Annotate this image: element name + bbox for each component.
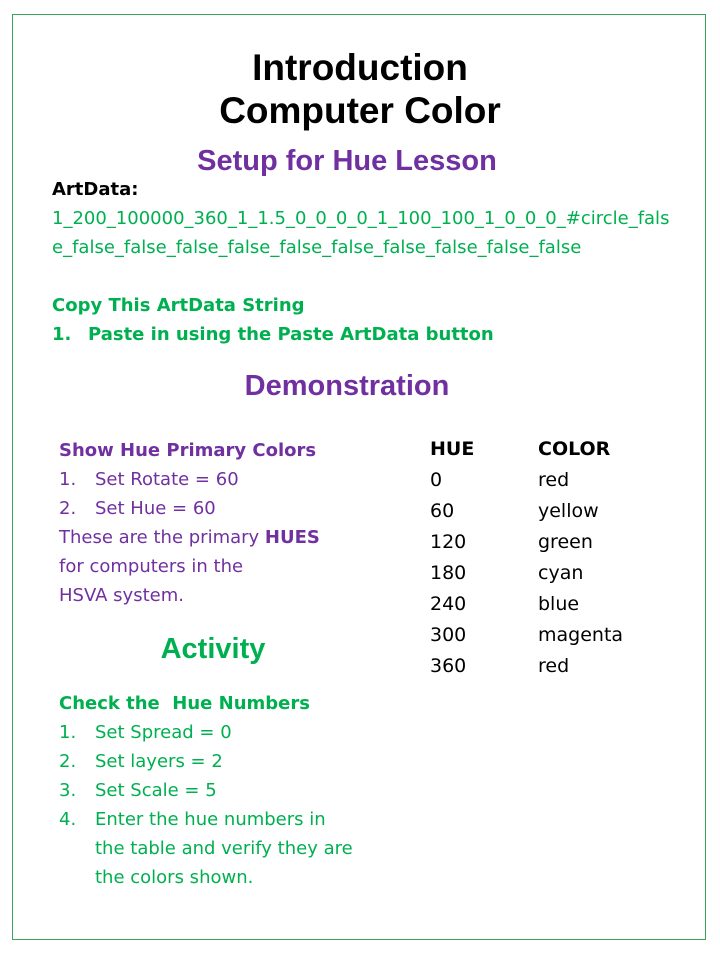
- color-column-header: COLOR: [538, 437, 611, 460]
- table-row: [430, 464, 623, 495]
- hue-value: 360: [430, 654, 467, 677]
- step-number: 3.: [59, 780, 77, 801]
- color-name: red: [538, 654, 570, 677]
- hue-value: 300: [430, 623, 467, 646]
- step-text: Paste in using the Paste ArtData button: [88, 324, 494, 345]
- table-row: [430, 588, 623, 619]
- hue-value: 180: [430, 561, 467, 584]
- color-name: blue: [538, 592, 580, 615]
- step-number: 1.: [59, 469, 77, 490]
- setup-heading: Setup for Hue Lesson: [197, 145, 497, 177]
- step-number: 4.: [59, 809, 77, 830]
- hue-value: 60: [430, 499, 455, 522]
- step-text: Set Hue = 60: [95, 498, 216, 519]
- title-line-1: Introduction: [252, 47, 468, 88]
- hue-column-header: HUE: [430, 437, 475, 460]
- color-name: cyan: [538, 561, 584, 584]
- demo-steps: [59, 465, 239, 523]
- hue-table: [430, 433, 623, 681]
- table-row: [430, 650, 623, 681]
- demo-step: [59, 494, 239, 523]
- demo-note-line-1: [59, 523, 320, 552]
- copy-instruction: Copy This ArtData String: [52, 295, 305, 316]
- demo-note-line-2: for computers in the: [59, 556, 244, 577]
- artdata-label: ArtData:: [52, 179, 139, 200]
- step-text: Enter the hue numbers in: [95, 809, 326, 830]
- hue-value: 120: [430, 530, 467, 553]
- activity-step: [59, 747, 353, 776]
- hue-value: 240: [430, 592, 467, 615]
- step-number: 1.: [59, 722, 77, 743]
- table-row: [430, 495, 623, 526]
- activity-step: [59, 776, 353, 805]
- step-number: 1.: [52, 324, 72, 345]
- step-number: 2.: [59, 751, 77, 772]
- table-row: [430, 619, 623, 650]
- step-text: Set Scale = 5: [95, 780, 217, 801]
- table-row: [430, 526, 623, 557]
- demo-note-text: These are the primary: [59, 527, 265, 548]
- table-row: [430, 557, 623, 588]
- demo-note-emphasis: HUES: [264, 527, 320, 548]
- activity-step: [59, 805, 353, 892]
- demo-step: [59, 465, 239, 494]
- step-text: Set Spread = 0: [95, 722, 232, 743]
- activity-subheading: Check the Hue Numbers: [59, 693, 310, 714]
- step-text: Set Rotate = 60: [95, 469, 239, 490]
- step-text-cont: the table and verify they are: [95, 838, 353, 859]
- color-name: red: [538, 468, 570, 491]
- artdata-string[interactable]: 1_200_100000_360_1_1.5_0_0_0_0_1_100_100_1_0_0_0_#circle_false_false_false_false_false_false_false_false_false_false_false: [52, 208, 670, 258]
- demonstration-heading: Demonstration: [244, 370, 450, 402]
- step-number: 2.: [59, 498, 77, 519]
- demo-note-line-3: HSVA system.: [59, 585, 184, 606]
- demo-subheading: Show Hue Primary Colors: [59, 440, 317, 461]
- step-text: Set layers = 2: [95, 751, 223, 772]
- color-name: magenta: [538, 623, 624, 646]
- activity-steps: [59, 718, 353, 892]
- title-line-2: Computer Color: [219, 90, 501, 131]
- setup-step: [52, 320, 494, 349]
- activity-heading: Activity: [160, 633, 266, 665]
- hue-table-header: [430, 433, 623, 464]
- color-name: yellow: [538, 499, 599, 522]
- hue-value: 0: [430, 468, 443, 491]
- color-name: green: [538, 530, 593, 553]
- step-text-cont: the colors shown.: [95, 867, 254, 888]
- activity-step: [59, 718, 353, 747]
- setup-steps: [52, 320, 494, 349]
